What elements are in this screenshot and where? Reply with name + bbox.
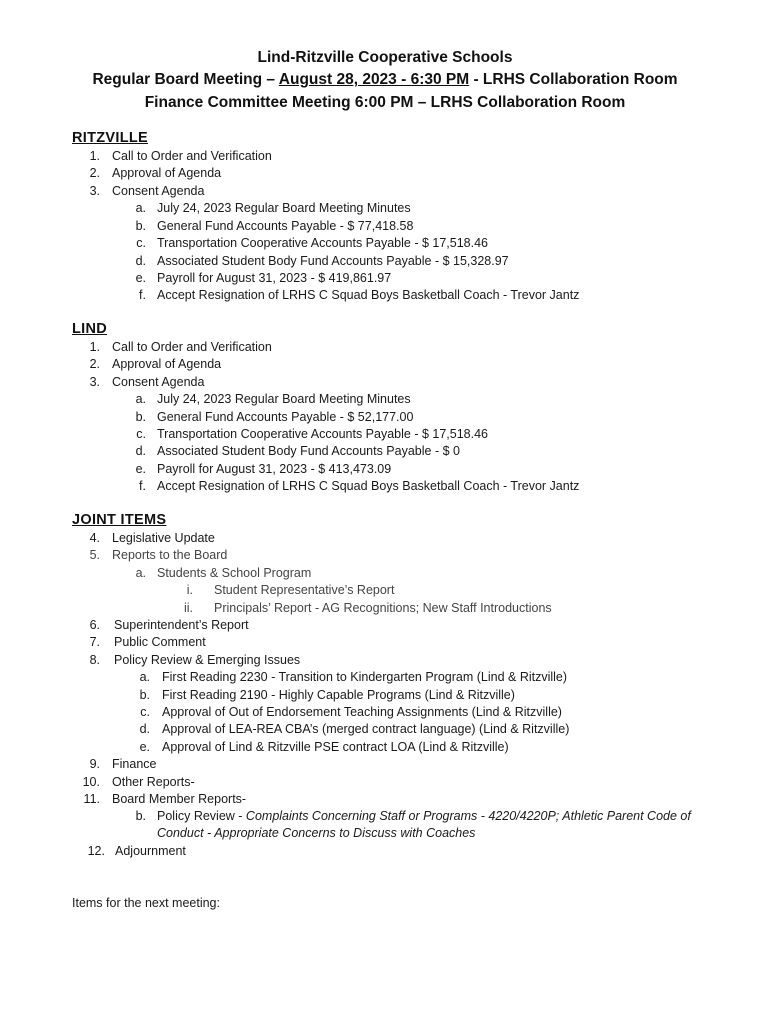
meeting-title xyxy=(0,71,770,89)
meeting-location: - LRHS Collaboration Room xyxy=(469,71,678,88)
policy-review-topics: Complaints Concerning Staff or Programs - 4220/4220P; Athletic Parent Code of xyxy=(245,809,691,823)
meeting-title-prefix: Regular Board Meeting – xyxy=(92,71,279,88)
school-title: Lind-Ritzville Cooperative Schools xyxy=(257,49,513,66)
section-heading-lind: LIND xyxy=(72,321,108,337)
policy-review-prefix: Policy Review - xyxy=(157,809,246,823)
section-heading-joint-items: JOINT ITEMS xyxy=(72,512,167,528)
agenda-page: Lind-Ritzville Cooperative Schools Regular Board Meeting – August 28, 2023 - 6:30 PM - LRHS Collaboration Room Finance Committee Meeting 6:00 PM – LRHS Collaboration Room RITZVILLE 1. Call to Order and Verification 2. Approval of Agenda 3. Consent Agenda a. July 24, 2023 Regular Board Meeting Minutes b. General Fund Accounts Payable - $ 77,418.58 c. Transportation Cooperative Accounts Payable - $ 17,518.46 d. Associated Student Body Fund Accounts Payable - $ 15,328.97 e. Payroll for August 31, 2023 - $ 419,861.97 f. Accept Resignation of LRHS C Squad Boys Basketball Coach - Trevor Jantz LIND 1. Call to Order and Verification 2. Approval of Agenda 3. Consent Agenda a. July 24, 2023 Regular Board Meeting Minutes b. General Fund Accounts Payable - $ 52,177.00 c. Transportation Cooperative Accounts Payable - $ 17,518.46 d. Associated Student Body Fund Accounts Payable - $ 0 e. Payroll for August 31, 2023 - $ 413,473.09 f. Accept Resignation of LRHS C Squad Boys Basketball Coach - Trevor Jantz JOINT ITEMS 4. Legislative Update 5. Reports to the Board a. Students & School Program i. Student Representative’s Report ii. Principals’ Report - AG Recognitions; New Staff Introductions 6. Superintendent’s Report 7. Public Comment 8. Policy Review & Emerging Issues a. First Reading 2230 - Transition to Kindergarten Program (Lind & Ritzville) b. First Reading 2190 - Highly Capable Programs (Lind & Ritzville) c. Approval of Out of Endorsement Teaching Assignments (Lind & Ritzville) d. Approval of LEA-REA CBA’s (merged contract language) (Lind & Ritzville) e. Approval of Lind & Ritzville PSE contract LOA (Lind & Ritzville) 9. Finance 10. Other Reports- 11. Board Member Reports- b. Policy Review - Complaints Concerning Staff or Programs - 4220/4220P; Athletic Parent Code of Conduct - Appropriate Concerns to Discuss with Coaches 12. Adjournment Items for the next meeting: xyxy=(0,0,770,1024)
policy-review-topics-continued: Conduct - Appropriate Concerns to Discuss with Coaches xyxy=(157,826,476,840)
finance-committee-title: Finance Committee Meeting 6:00 PM – LRHS Collaboration Room xyxy=(144,94,626,111)
section-heading-ritzville: RITZVILLE xyxy=(72,130,148,146)
next-meeting-label: Items for the next meeting: xyxy=(72,896,220,910)
meeting-date: August 28, 2023 - 6:30 PM xyxy=(278,71,470,88)
